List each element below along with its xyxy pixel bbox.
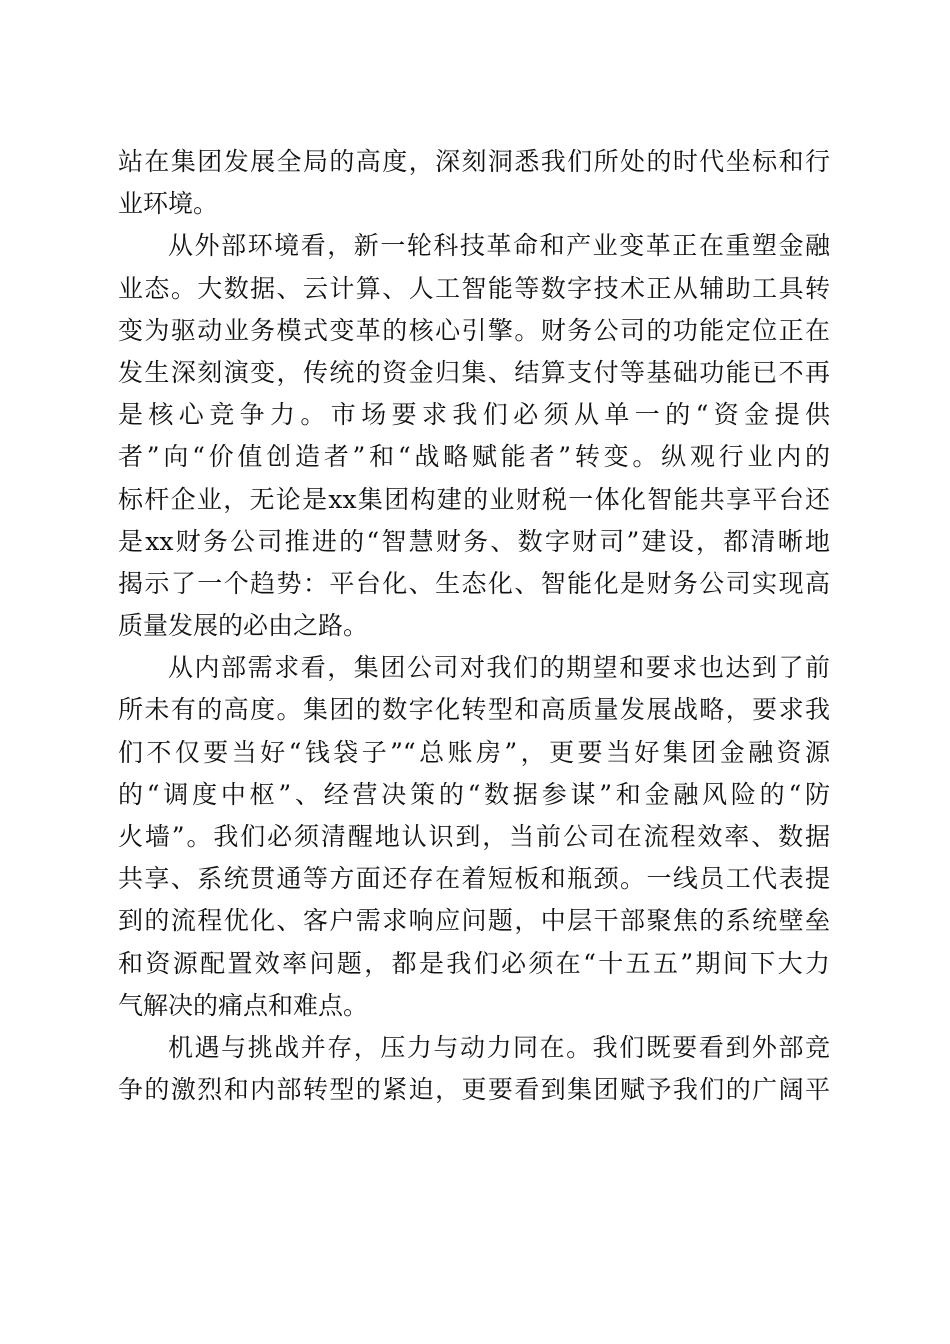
paragraph-4	[118, 1027, 830, 1111]
text-line: 们不仅要当好“钱袋子”“总账房”，更要当好集团金融资源	[118, 737, 830, 767]
text-line: 所未有的高度。集团的数字化转型和高质量发展战略，要求我	[118, 695, 830, 725]
paragraph-1	[118, 141, 830, 225]
text-line: 火墙”。我们必须清醒地认识到，当前公司在流程效率、数据	[118, 822, 830, 851]
text-line: 业环境。	[118, 189, 219, 219]
text-line: 是核心竞争力。市场要求我们必须从单一的“资金提供	[118, 400, 830, 430]
text-line: 发生深刻演变，传统的资金归集、结算支付等基础功能已不再	[118, 357, 830, 387]
text-line: 是xx财务公司推进的“智慧财务、数字财司”建设，都清晰地	[118, 526, 830, 556]
text-line: 标杆企业，无论是xx集团构建的业财税一体化智能共享平台还	[118, 484, 830, 514]
text-line: 质量发展的必由之路。	[118, 611, 369, 641]
text-line: 从外部环境看，新一轮科技革命和产业变革正在重塑金融	[168, 231, 830, 261]
paragraph-3	[118, 647, 830, 1027]
text-line: 揭示了一个趋势：平台化、生态化、智能化是财务公司实现高	[118, 568, 830, 598]
text-line: 到的流程优化、客户需求响应问题，中层干部聚焦的系统壁垒	[118, 906, 830, 936]
text-line: 变为驱动业务模式变革的核心引擎。财务公司的功能定位正在	[118, 315, 830, 345]
paragraph-2	[118, 225, 830, 647]
text-line: 站在集团发展全局的高度，深刻洞悉我们所处的时代坐标和行	[118, 147, 830, 176]
text-line: 业态。大数据、云计算、人工智能等数字技术正从辅助工具转	[118, 273, 830, 303]
body-text	[118, 141, 830, 1111]
text-line: 的“调度中枢”、经营决策的“数据参谋”和金融风险的“防	[118, 779, 830, 809]
text-line: 从内部需求看，集团公司对我们的期望和要求也达到了前	[168, 653, 830, 683]
text-line: 争的激烈和内部转型的紧迫，更要看到集团赋予我们的广阔平	[118, 1075, 830, 1105]
text-line: 气解决的痛点和难点。	[118, 990, 369, 1020]
text-line: 者”向“价值创造者”和“战略赋能者”转变。纵观行业内的	[118, 442, 830, 472]
text-line: 和资源配置效率问题，都是我们必须在“十五五”期间下大力	[118, 948, 830, 978]
text-line: 机遇与挑战并存，压力与动力同在。我们既要看到外部竞	[168, 1032, 830, 1062]
text-line: 共享、系统贯通等方面还存在着短板和瓶颈。一线员工代表提	[118, 864, 830, 894]
